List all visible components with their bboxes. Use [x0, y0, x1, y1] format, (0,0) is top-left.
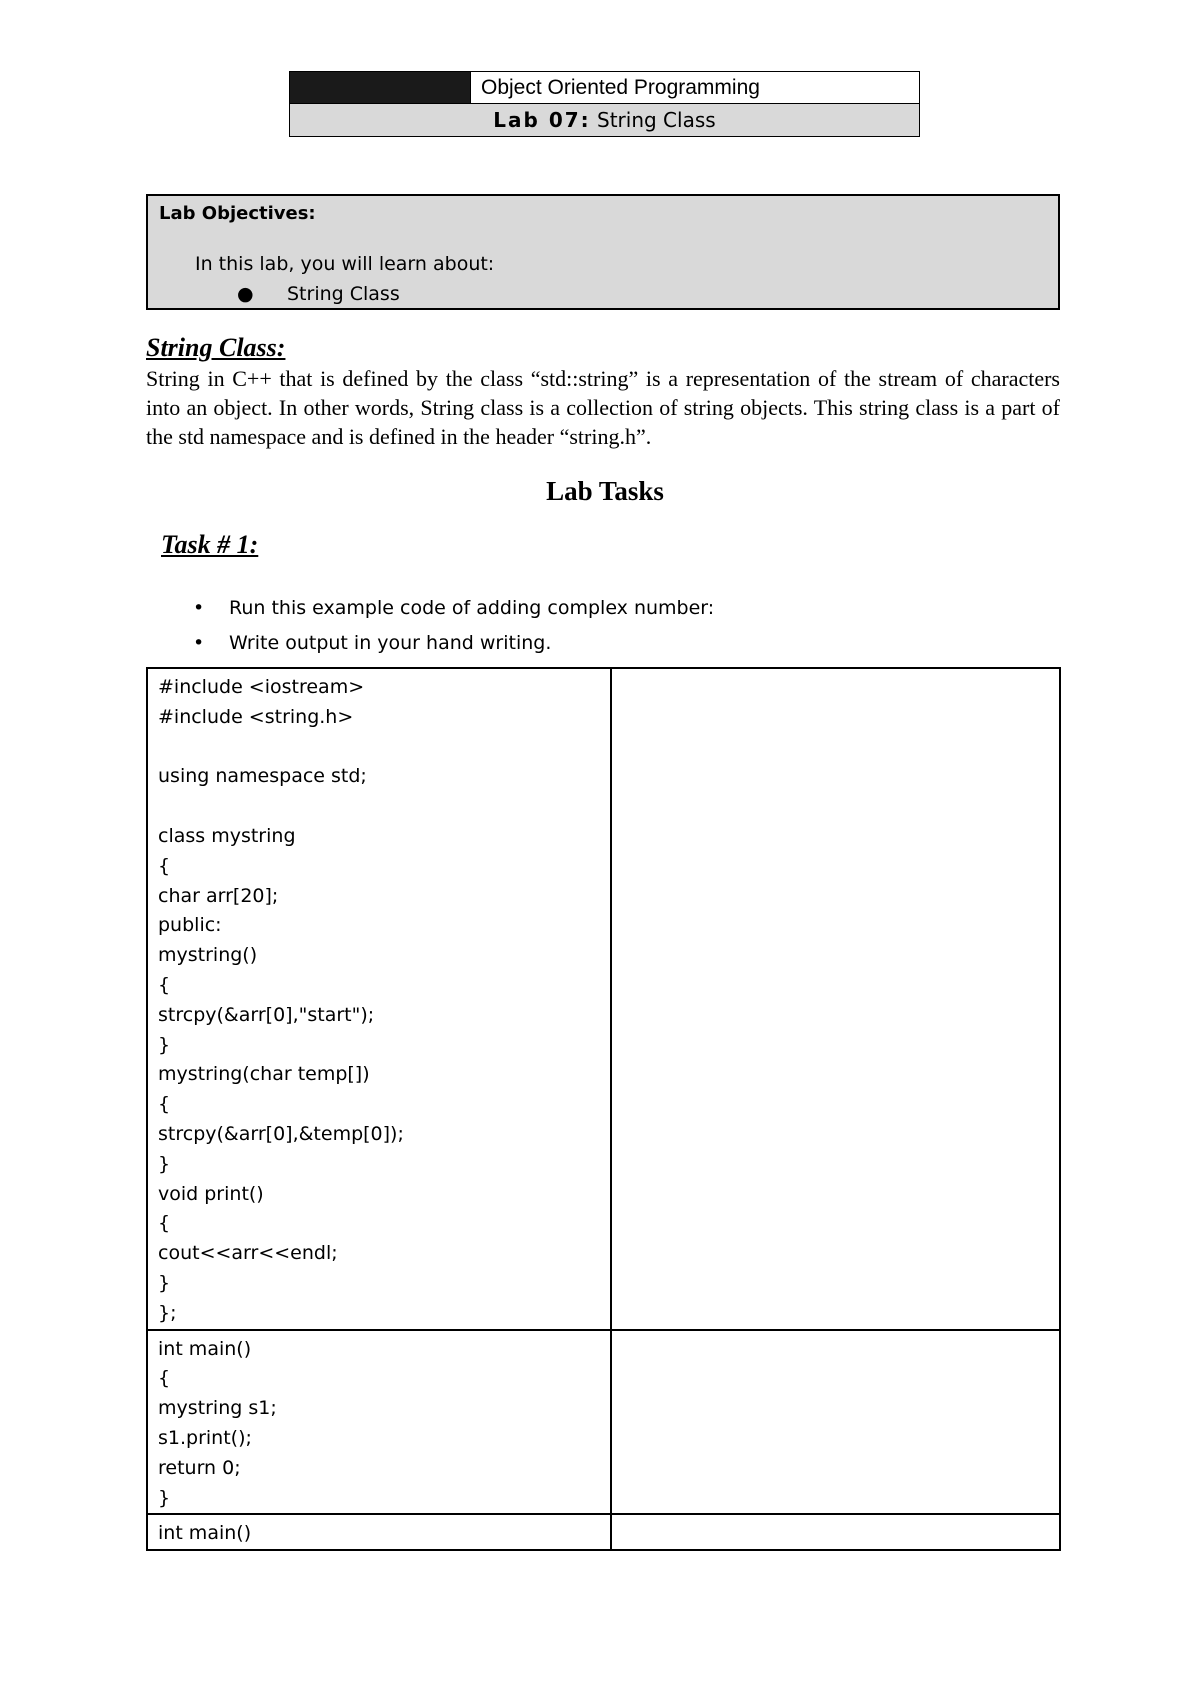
- code-line: char arr[20];: [158, 884, 279, 907]
- section-title: String Class:: [146, 333, 286, 362]
- code-line: mystring(char temp[]): [158, 1063, 370, 1086]
- code-line: cout<<arr<<endl;: [158, 1242, 338, 1265]
- lab-number: Lab 07:: [493, 108, 591, 132]
- code-line: {: [158, 1367, 171, 1390]
- objectives-heading: Lab Objectives:: [159, 203, 316, 224]
- output-cell: [611, 1514, 1060, 1550]
- course-name: Object Oriented Programming: [470, 72, 919, 103]
- lab-title-row: [290, 104, 919, 136]
- code-line: #include <iostream>: [158, 676, 365, 698]
- code-line: using namespace std;: [158, 765, 367, 788]
- code-line: [158, 792, 600, 822]
- course-header-row: [290, 72, 919, 104]
- code-line: return 0;: [158, 1456, 241, 1479]
- bullet-icon: ●: [237, 283, 254, 305]
- task-instruction: Run this example code of adding complex number:: [229, 597, 715, 619]
- code-line: #include <string.h>: [158, 705, 354, 728]
- lab-title: String Class: [597, 108, 716, 132]
- course-header: [289, 71, 920, 137]
- task-instruction: Write output in your hand writing.: [229, 632, 552, 654]
- header-black-cell: [290, 72, 470, 103]
- code-line: }: [158, 1271, 171, 1294]
- code-line: };: [158, 1301, 177, 1324]
- objectives-intro: In this lab, you will learn about:: [195, 253, 495, 275]
- code-line: }: [158, 1486, 171, 1509]
- table-row: [147, 1514, 1060, 1550]
- code-line: class mystring: [158, 824, 296, 847]
- lab-tasks-heading: Lab Tasks: [546, 476, 664, 506]
- code-line: mystring s1;: [158, 1397, 277, 1420]
- objective-item-label: String Class: [287, 283, 400, 305]
- code-line: void print(): [158, 1182, 264, 1205]
- code-line: }: [158, 1152, 171, 1175]
- bullet-icon: •: [193, 632, 205, 654]
- code-table: [146, 667, 1061, 1551]
- code-line: }: [158, 1033, 171, 1056]
- code-line: int main(): [158, 1522, 252, 1545]
- output-cell: [611, 1330, 1060, 1515]
- code-line: mystring(): [158, 944, 258, 967]
- code-line: {: [158, 854, 171, 877]
- section-body: String in C++ that is defined by the class “std::string” is a representation of the stream of characters into an object. In other words, String class is a collection of string objects. This string class is a part of the std namespace and is defined in the header “string.h”.: [146, 366, 1060, 449]
- code-line: {: [158, 1093, 171, 1116]
- code-cell: [147, 668, 611, 1330]
- code-cell: [147, 1514, 611, 1550]
- lab-objectives-box: [146, 194, 1060, 310]
- code-line: public:: [158, 914, 222, 937]
- bullet-icon: •: [193, 597, 205, 619]
- table-row: [147, 668, 1060, 1330]
- table-row: [147, 1330, 1060, 1515]
- output-cell: [611, 668, 1060, 1330]
- code-line: [158, 733, 600, 763]
- code-line: {: [158, 973, 171, 996]
- task-title: Task # 1:: [161, 530, 259, 559]
- code-line: s1.print();: [158, 1426, 252, 1449]
- code-cell: [147, 1330, 611, 1515]
- code-line: strcpy(&arr[0],&temp[0]);: [158, 1122, 404, 1145]
- code-line: {: [158, 1212, 171, 1235]
- code-line: strcpy(&arr[0],"start");: [158, 1003, 375, 1026]
- code-line: int main(): [158, 1337, 252, 1360]
